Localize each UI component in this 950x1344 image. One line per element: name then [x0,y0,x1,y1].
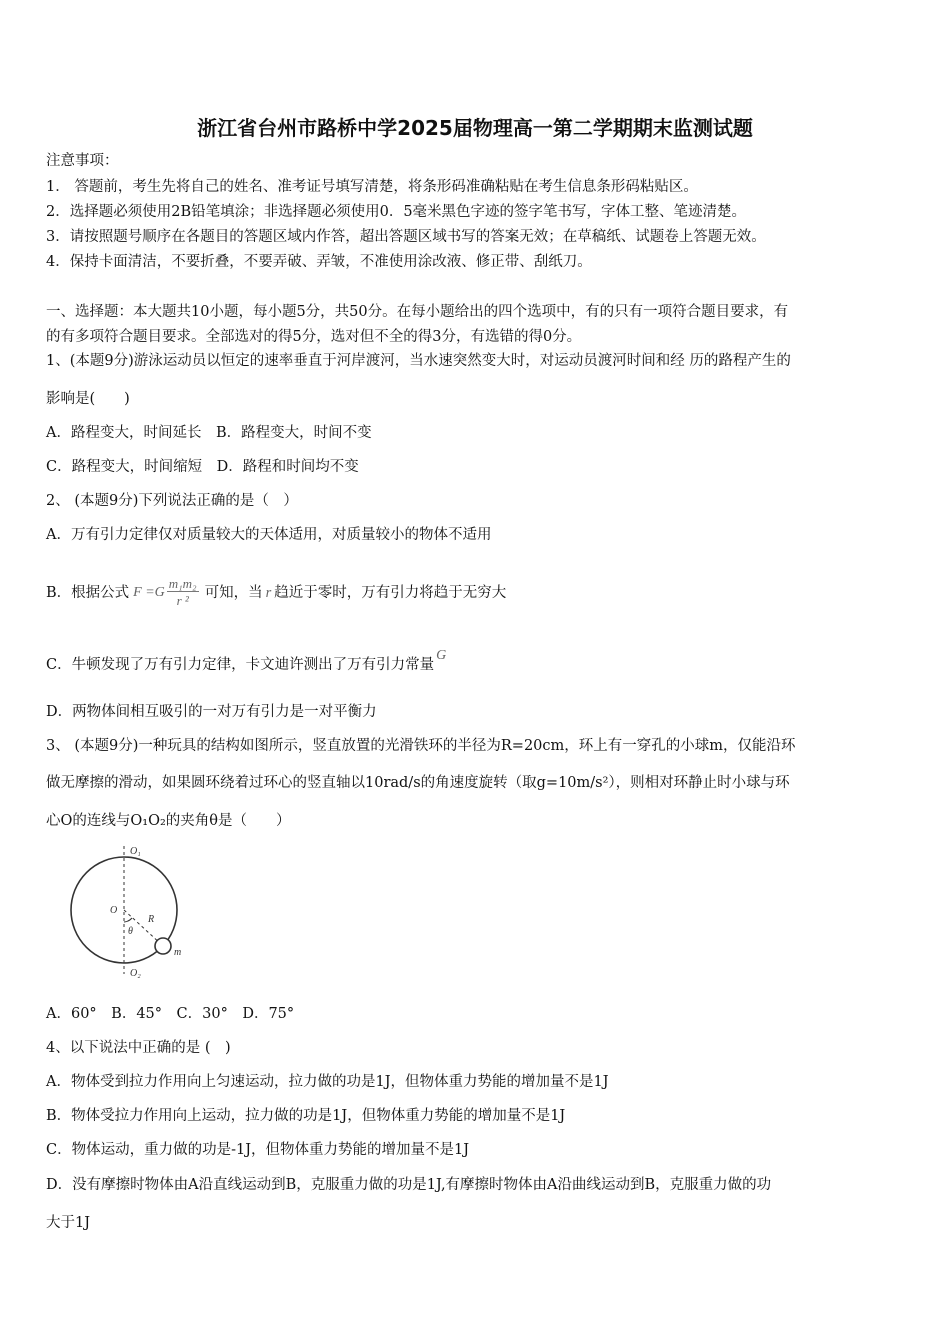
label-m: m [174,947,182,958]
question-4-option-d: D．没有摩擦时物体由A沿直线运动到B，克服重力做的功是1J,有摩擦时物体由A沿曲线运动到B，克服重力做的功 [46,1177,772,1193]
option-b-suffix: 趋近于零时，万有引力将趋于无穷大 [274,585,507,601]
section-intro: 一、选择题：本大题共10小题，每小题5分，共50分。在每小题给出的四个选项中，有的只有一项符合题目要求，有 [46,304,789,320]
question-2-option-d: D．两物体间相互吸引的一对万有引力是一对平衡力 [46,704,377,720]
option-b-prefix: B．根据公式 [46,585,130,601]
ball [155,938,171,954]
variable-r: r [265,585,272,601]
gravitation-formula [133,574,198,612]
question-4-option-d: 大于1J [46,1215,91,1231]
label-o1: O₁ [130,846,141,857]
label-theta: θ [128,926,133,937]
option-c-text: C．牛顿发现了万有引力定律，卡文迪许测出了万有引力常量 [46,657,435,673]
notice-item: 3．请按照题号顺序在各题目的答题区域内作答，超出答题区域书写的答案无效；在草稿纸、试题卷上答题无效。 [46,229,766,245]
angle-arc [124,918,132,922]
question-2-option-b [46,574,908,614]
question-4-option-a: A．物体受到拉力作用向上匀速运动，拉力做的功是1J，但物体重力势能的增加量不是1J [46,1074,609,1090]
question-3-stem: 心O的连线与O₁O₂的夹角θ是（ ） [46,813,291,829]
ring-diagram [68,842,198,978]
formula-denominator: r ² [176,593,189,609]
formula-lhs: F =G [133,585,165,600]
question-2-option-c [46,648,908,676]
question-1-stem: 影响是( ) [46,391,130,407]
question-3-stem: 3、 (本题9分)一种玩具的结构如图所示，竖直放置的光滑铁环的半径为R=20cm，环上有一穿孔的小球m，仅能沿环 [46,738,796,754]
question-3-stem: 做无摩擦的滑动，如果圆环绕着过环心的竖直轴以10rad/s的角速度旋转（取g=10m/s²），则相对环静止时小球与环 [46,775,790,791]
label-o2: O₂ [130,968,141,978]
formula-numerator: m₁m₂ [168,576,197,592]
label-r: R [148,914,155,925]
question-4-option-b: B．物体受拉力作用向上运动，拉力做的功是1J，但物体重力势能的增加量不是1J [46,1108,566,1124]
question-4-option-c: C．物体运动，重力做的功是-1J，但物体重力势能的增加量不是1J [46,1142,470,1158]
notice-item: 2．选择题必须使用2B铅笔填涂；非选择题必须使用0．5毫米黑色字迹的签字笔书写，字体工整、笔迹清楚。 [46,204,747,220]
question-3-options: A．60° B．45° C．30° D．75° [46,1006,295,1022]
question-1-stem: 1、(本题9分)游泳运动员以恒定的速率垂直于河岸渡河，当水速突然变大时，对运动员渡河时间和经 历的路程产生的 [46,353,791,369]
question-4-stem: 4、以下说法中正确的是 ( ) [46,1040,231,1056]
question-2-option-a: A．万有引力定律仅对质量较大的天体适用，对质量较小的物体不适用 [46,527,492,543]
notice-item: 4．保持卡面清洁，不要折叠，不要弄破、弄皱，不准使用涂改液、修正带、刮纸刀。 [46,254,592,270]
constant-g: G [436,648,447,663]
section-intro: 的有多项符合题目要求。全部选对的得5分，选对但不全的得3分，有选错的得0分。 [46,329,582,345]
notice-item: 1． 答题前，考生先将自己的姓名、准考证号填写清楚，将条形码准确粘贴在考生信息条形码粘贴区。 [46,179,698,195]
question-1-options: C．路程变大，时间缩短 D．路程和时间均不变 [46,459,359,475]
notice-heading: 注意事项： [46,153,119,169]
question-1-options: A．路程变大，时间延长 B．路程变大，时间不变 [46,425,372,441]
option-b-mid: 可知，当 [204,585,263,601]
label-o: O [110,905,118,916]
question-2-stem: 2、 (本题9分)下列说法正确的是（ ） [46,493,298,509]
formula-fraction [167,576,199,609]
page-title: 浙江省台州市路桥中学2025届物理高一第二学期期末监测试题 [197,116,753,140]
